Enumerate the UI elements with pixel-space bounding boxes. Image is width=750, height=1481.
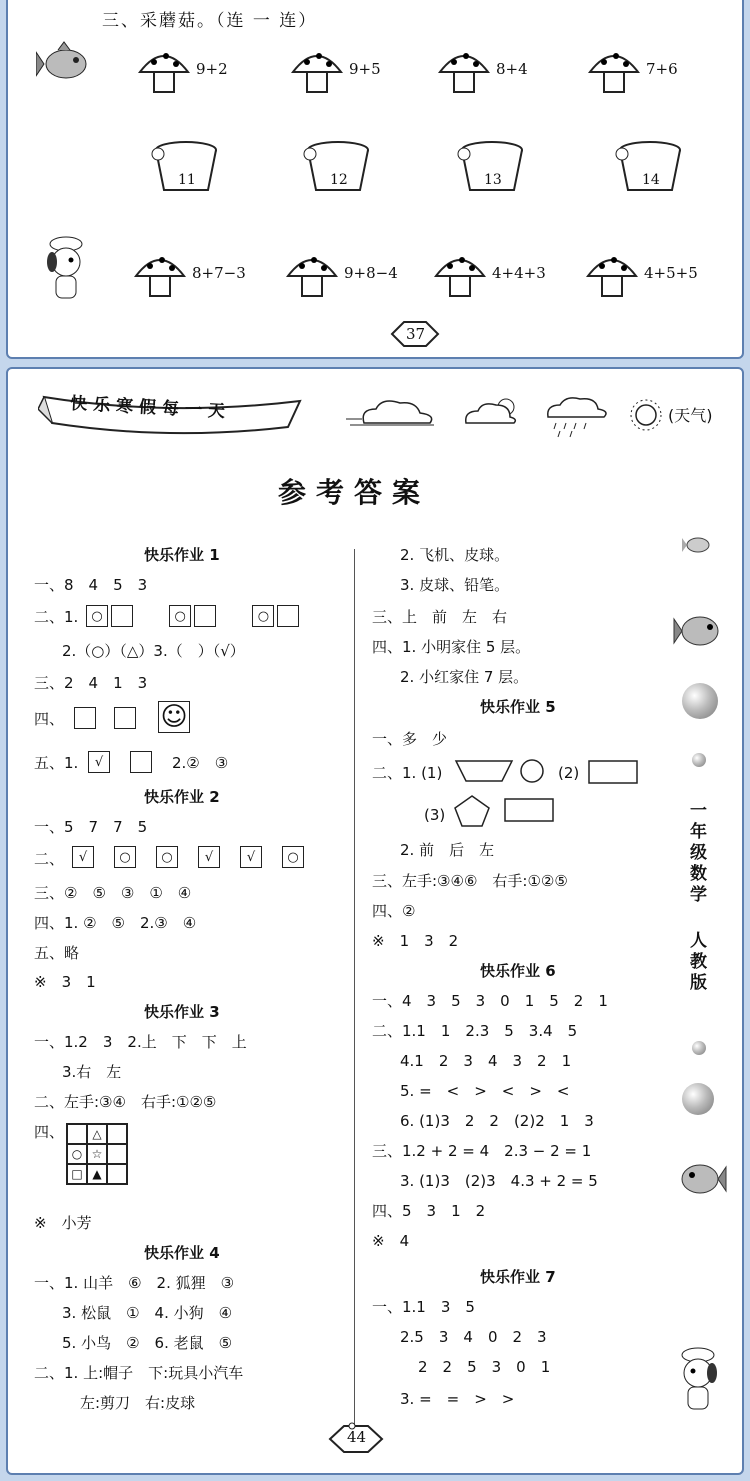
mushroom-label: 4+4+3 <box>492 264 546 282</box>
answer-line: 4.1 2 3 4 3 2 1 <box>400 1052 572 1070</box>
answer-line: 一、1. 山羊 ⑥ 2. 狐狸 ③ <box>34 1274 235 1292</box>
answer-line: ※ 3 1 <box>34 973 96 991</box>
answer-line: 2 2 5 3 0 1 <box>418 1358 551 1376</box>
answer-line: ※ 4 <box>372 1232 410 1250</box>
mushroom-icon <box>584 250 640 302</box>
section-heading: 快乐作业 1 <box>144 546 220 564</box>
mushroom-icon <box>289 46 345 98</box>
answer-line: (2) <box>558 764 580 782</box>
mushroom-label: 9+2 <box>196 60 228 78</box>
side-label-grade: 一年级数学 <box>686 801 706 906</box>
answer-line: 2.5 3 4 0 2 3 <box>400 1328 547 1346</box>
answer-line: 三、2 4 1 3 <box>34 674 148 692</box>
circle-box: ○ <box>282 846 304 868</box>
shape-grid <box>66 1123 128 1185</box>
empty-box <box>111 605 133 627</box>
cloudy-icon <box>344 395 440 431</box>
answer-line: 三、上 前 左 右 <box>372 608 508 626</box>
sun-icon <box>628 397 664 433</box>
box-row <box>72 846 307 868</box>
answer-line: 二、1. 上:帽子 下:玩具小汽车 <box>34 1364 244 1382</box>
basket-label: 11 <box>178 172 196 188</box>
trapezoid-icon <box>454 759 514 785</box>
partly-cloudy-icon <box>460 391 524 431</box>
circle-box: ○ <box>114 846 136 868</box>
section-heading: 快乐作业 5 <box>480 698 556 716</box>
answer-line: 四、② <box>372 902 416 920</box>
empty-box <box>277 605 299 627</box>
answer-line: 三、左手:③④⑥ 右手:①②⑤ <box>372 872 568 890</box>
circle-box: ○ <box>169 605 191 627</box>
answer-line: 5. 小鸟 ② 6. 老鼠 ⑤ <box>62 1334 233 1352</box>
answer-line: 二、1. (1) <box>372 764 443 782</box>
answer-line: 四、 <box>34 1123 65 1141</box>
check-box: √ <box>72 846 94 868</box>
smiley-icon: ☺ <box>158 701 190 733</box>
answer-line: 左:剪刀 右:皮球 <box>80 1394 196 1412</box>
section-heading: 快乐作业 2 <box>144 788 220 806</box>
basket-label: 13 <box>484 172 502 188</box>
answer-line: 二、1. <box>34 608 79 626</box>
circle-icon: ○ <box>67 1144 87 1164</box>
section-heading: 快乐作业 6 <box>480 962 556 980</box>
fish-icon <box>672 607 728 653</box>
answer-line: ※ 小芳 <box>34 1214 92 1232</box>
empty-box <box>194 605 216 627</box>
bubble-icon <box>682 1083 714 1115</box>
page-number: 37 <box>406 325 426 343</box>
empty-box <box>74 707 96 729</box>
mushroom-icon <box>436 46 492 98</box>
mushroom-icon <box>432 250 488 302</box>
answer-line: (3) <box>424 806 446 824</box>
mushroom-icon <box>132 250 188 302</box>
mushroom-icon <box>136 46 192 98</box>
square-icon: □ <box>67 1164 87 1184</box>
circle-box: ○ <box>156 846 178 868</box>
answer-line: 3. 松鼠 ① 4. 小狗 ④ <box>62 1304 233 1322</box>
bubble-icon <box>692 753 706 767</box>
answer-line: 3.右 左 <box>62 1063 122 1081</box>
fish-mascot-icon <box>36 38 96 88</box>
mushroom-label: 9+8−4 <box>344 264 398 282</box>
side-label-edition: 人教版 <box>686 931 706 994</box>
answer-line: 二、1.1 1 2.3 5 3.4 5 <box>372 1022 578 1040</box>
page-number: 44 <box>347 1428 367 1446</box>
mushroom-label: 7+6 <box>646 60 678 78</box>
fish-mascot-icon <box>672 1155 728 1201</box>
answer-line: 5. = < > < > < <box>400 1082 570 1100</box>
section-title: 三、采蘑菇。（连 一 连） <box>102 11 318 31</box>
answer-line: 四、1. 小明家住 5 层。 <box>372 638 531 656</box>
column-divider <box>354 549 355 1439</box>
circle-box: ○ <box>86 605 108 627</box>
mushroom-icon <box>284 250 340 302</box>
bubble-icon <box>682 683 718 719</box>
answer-line: 二、左手:③④ 右手:①②⑤ <box>34 1093 217 1111</box>
answer-line: 一、多 少 <box>372 730 448 748</box>
answer-line: ※ 1 3 2 <box>372 932 459 950</box>
section-heading: 快乐作业 3 <box>144 1003 220 1021</box>
empty-box <box>114 707 136 729</box>
mushroom-icon <box>586 46 642 98</box>
answer-line: 2. 飞机、皮球。 <box>400 546 510 564</box>
rectangle-shape-icon <box>588 759 640 785</box>
answer-line: 三、1.2 + 2 = 4 2.3 − 2 = 1 <box>372 1142 592 1160</box>
rain-icon <box>542 393 612 439</box>
dog-mascot-icon <box>38 232 98 306</box>
answer-line: 三、② ⑤ ③ ① ④ <box>34 884 192 902</box>
page-title: 参考答案 <box>278 476 431 509</box>
dog-mascot-icon <box>668 1343 728 1417</box>
answer-line: 一、1.1 3 5 <box>372 1298 475 1316</box>
answer-line: 6. (1)3 2 2 (2)2 1 3 <box>400 1112 594 1130</box>
answer-line: 二、 <box>34 850 65 868</box>
small-fish-icon <box>682 535 714 555</box>
weather-label: (天气) <box>668 406 713 425</box>
answer-line: 2. 小红家住 7 层。 <box>400 668 529 686</box>
box-pairs <box>86 605 299 627</box>
answer-line: 五、1. <box>34 754 79 772</box>
empty-box <box>130 751 152 773</box>
answer-line: 一、5 7 7 5 <box>34 818 148 836</box>
mushroom-label: 8+4 <box>496 60 528 78</box>
triangle-icon: △ <box>87 1124 107 1144</box>
answer-line: 四、 <box>34 710 65 728</box>
basket-label: 14 <box>642 172 660 188</box>
section-heading: 快乐作业 4 <box>144 1244 220 1262</box>
answer-line: 四、5 3 1 2 <box>372 1202 486 1220</box>
answer-line: 2. 前 后 左 <box>400 841 495 859</box>
circle-shape-icon <box>518 757 546 785</box>
answer-line: 3. (1)3 (2)3 4.3 + 2 = 5 <box>400 1172 598 1190</box>
banner-text: 快乐寒假每一天 <box>69 393 232 423</box>
mushroom-label: 9+5 <box>349 60 381 78</box>
bottom-page <box>6 367 744 1475</box>
section-heading: 快乐作业 7 <box>480 1268 556 1286</box>
answer-line: 3. 皮球、铅笔。 <box>400 576 510 594</box>
answer-line: 四、1. ② ⑤ 2.③ ④ <box>34 914 197 932</box>
basket-label: 12 <box>330 172 348 188</box>
check-box: √ <box>198 846 220 868</box>
circle-box: ○ <box>252 605 274 627</box>
mushroom-label: 4+5+5 <box>644 264 698 282</box>
answer-line: 2.② ③ <box>172 754 229 772</box>
answer-line: 3. = = > > <box>400 1390 515 1408</box>
answer-line: 五、略 <box>34 944 80 962</box>
mushroom-label: 8+7−3 <box>192 264 246 282</box>
answer-line: 一、1.2 3 2.上 下 下 上 <box>34 1033 247 1051</box>
answer-line: 一、4 3 5 3 0 1 5 2 1 <box>372 992 608 1010</box>
filled-triangle-icon: ▲ <box>87 1164 107 1184</box>
answer-line: 一、8 4 5 3 <box>34 576 148 594</box>
top-page <box>6 0 744 359</box>
check-box: √ <box>240 846 262 868</box>
answer-line: 2.（○）（△）3.（ ）（√） <box>62 642 245 660</box>
bubble-icon <box>692 1041 706 1055</box>
pentagon-icon <box>452 793 492 829</box>
rectangle-shape-icon <box>504 797 556 823</box>
star-icon: ☆ <box>87 1144 107 1164</box>
check-box: √ <box>88 751 113 773</box>
